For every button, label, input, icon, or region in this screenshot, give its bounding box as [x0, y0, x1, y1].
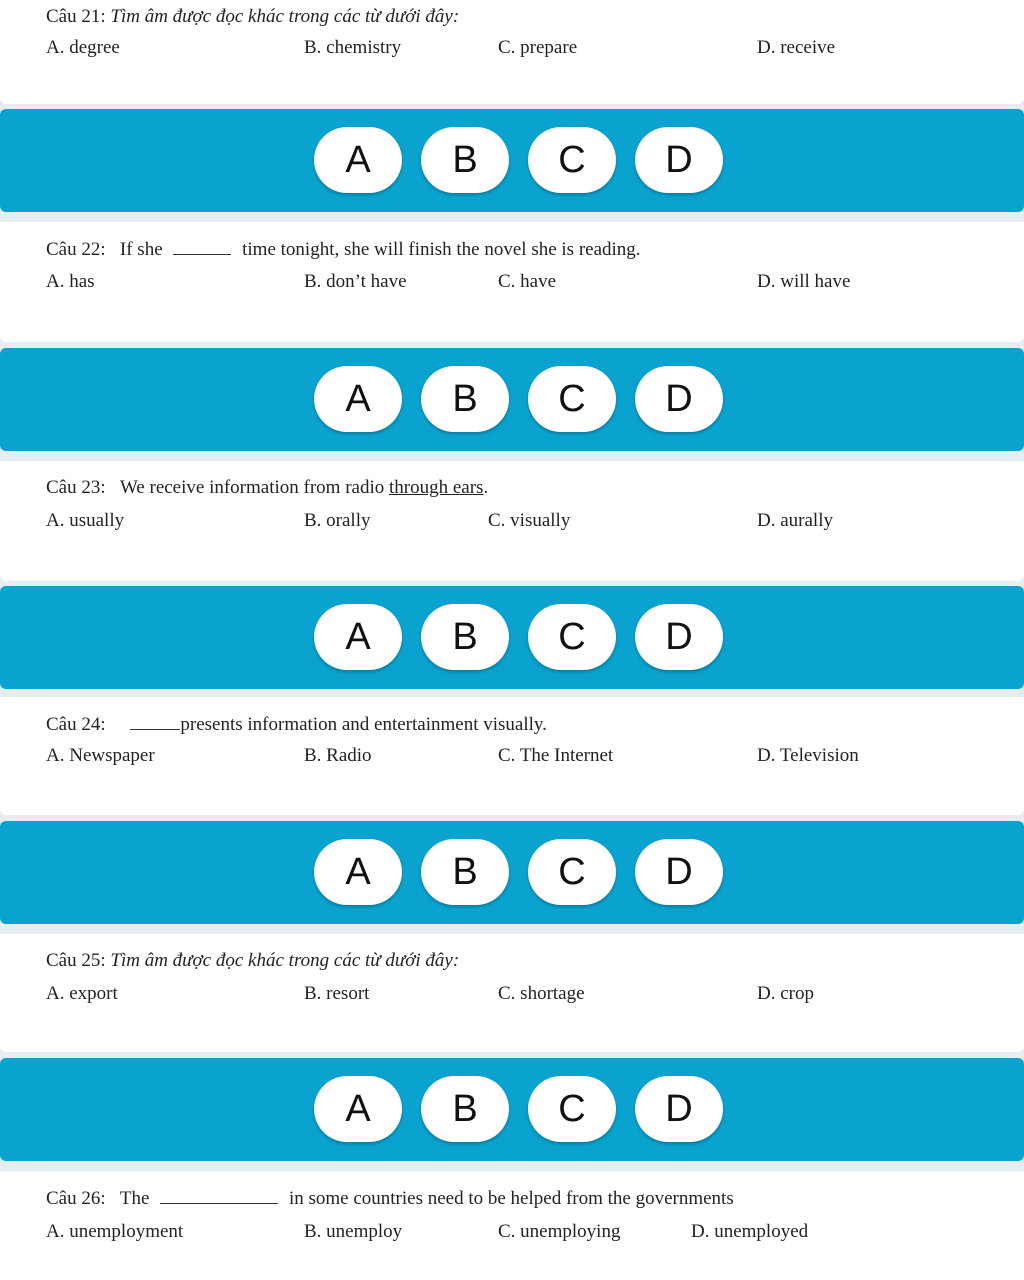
answer-button-a[interactable]: A	[314, 604, 402, 670]
question-stem-after: .	[483, 477, 489, 498]
option-d: D. receive	[757, 37, 836, 58]
option-d: D. aurally	[757, 510, 833, 531]
answer-button-a[interactable]: A	[314, 366, 402, 432]
answer-button-b[interactable]: B	[421, 604, 509, 670]
question-number: Câu 21:	[46, 6, 106, 27]
question-number: Câu 25:	[46, 950, 106, 971]
option-b: B. Radio	[304, 745, 372, 766]
option-a: A. has	[46, 271, 95, 292]
answer-button-a[interactable]: A	[314, 1076, 402, 1142]
question-text-26	[46, 1187, 734, 1210]
question-stem-before: The	[119, 1188, 150, 1209]
answer-bar-24	[0, 821, 1024, 924]
option-c: C. shortage	[498, 983, 585, 1004]
answer-bar-22	[0, 348, 1024, 451]
answer-button-c[interactable]: C	[528, 127, 616, 193]
option-a: A. degree	[46, 37, 120, 58]
answer-button-d[interactable]: D	[635, 127, 723, 193]
answer-button-b[interactable]: B	[421, 839, 509, 905]
question-card-25	[0, 934, 1024, 1052]
answer-button-c[interactable]: C	[528, 1076, 616, 1142]
answer-button-c[interactable]: C	[528, 366, 616, 432]
question-number: Câu 24:	[46, 714, 106, 735]
question-stem-after: in some countries need to be helped from the governments	[288, 1188, 734, 1209]
question-stem: Tìm âm được đọc khác trong các từ dưới đây:	[110, 950, 460, 971]
question-stem-before: We receive information from radio	[119, 477, 385, 498]
answer-button-b[interactable]: B	[421, 127, 509, 193]
option-c: C. have	[498, 271, 557, 292]
option-d: D. crop	[757, 983, 814, 1004]
question-stem: Tìm âm được đọc khác trong các từ dưới đây:	[110, 6, 460, 27]
question-text-25	[46, 950, 459, 972]
answer-bar-25	[0, 1058, 1024, 1161]
option-d: D. Television	[757, 745, 859, 766]
question-card-22	[0, 222, 1024, 342]
answer-bar-21	[0, 109, 1024, 212]
question-text-22	[46, 238, 641, 261]
answer-button-d[interactable]: D	[635, 366, 723, 432]
option-a: A. usually	[46, 510, 125, 531]
option-d: D. unemployed	[691, 1221, 809, 1242]
answer-blank	[160, 1187, 278, 1204]
question-card-23	[0, 461, 1024, 581]
question-stem-after: time tonight, she will finish the novel she is reading.	[242, 239, 641, 260]
answer-button-d[interactable]: D	[635, 839, 723, 905]
question-card-21	[0, 0, 1024, 104]
answer-button-c[interactable]: C	[528, 604, 616, 670]
answer-button-a[interactable]: A	[314, 127, 402, 193]
option-a: A. Newspaper	[46, 745, 155, 766]
answer-bar-23	[0, 586, 1024, 689]
option-b: B. chemistry	[304, 37, 402, 58]
option-c: C. unemploying	[498, 1221, 621, 1242]
answer-button-d[interactable]: D	[635, 604, 723, 670]
answer-button-d[interactable]: D	[635, 1076, 723, 1142]
answer-button-b[interactable]: B	[421, 1076, 509, 1142]
question-card-24	[0, 697, 1024, 815]
question-number: Câu 22:	[46, 239, 106, 260]
answer-button-a[interactable]: A	[314, 839, 402, 905]
answer-button-c[interactable]: C	[528, 839, 616, 905]
option-c: C. The Internet	[498, 745, 614, 766]
underlined-phrase: through ears	[389, 477, 484, 498]
question-number: Câu 23:	[46, 477, 106, 498]
option-c: C. prepare	[498, 37, 578, 58]
question-stem-after: presents information and entertainment visually.	[180, 714, 547, 735]
option-b: B. resort	[304, 983, 370, 1004]
question-text-23	[46, 477, 488, 499]
option-a: A. unemployment	[46, 1221, 184, 1242]
question-text-24	[46, 713, 547, 736]
option-d: D. will have	[757, 271, 851, 292]
option-b: B. orally	[304, 510, 371, 531]
answer-blank	[130, 713, 180, 730]
question-text-21	[46, 6, 459, 28]
option-c: C. visually	[488, 510, 571, 531]
question-number: Câu 26:	[46, 1188, 106, 1209]
question-stem-before: If she	[119, 239, 163, 260]
option-a: A. export	[46, 983, 118, 1004]
answer-blank	[173, 238, 231, 255]
question-card-26	[0, 1171, 1024, 1280]
option-b: B. don’t have	[304, 271, 407, 292]
answer-button-b[interactable]: B	[421, 366, 509, 432]
option-b: B. unemploy	[304, 1221, 403, 1242]
